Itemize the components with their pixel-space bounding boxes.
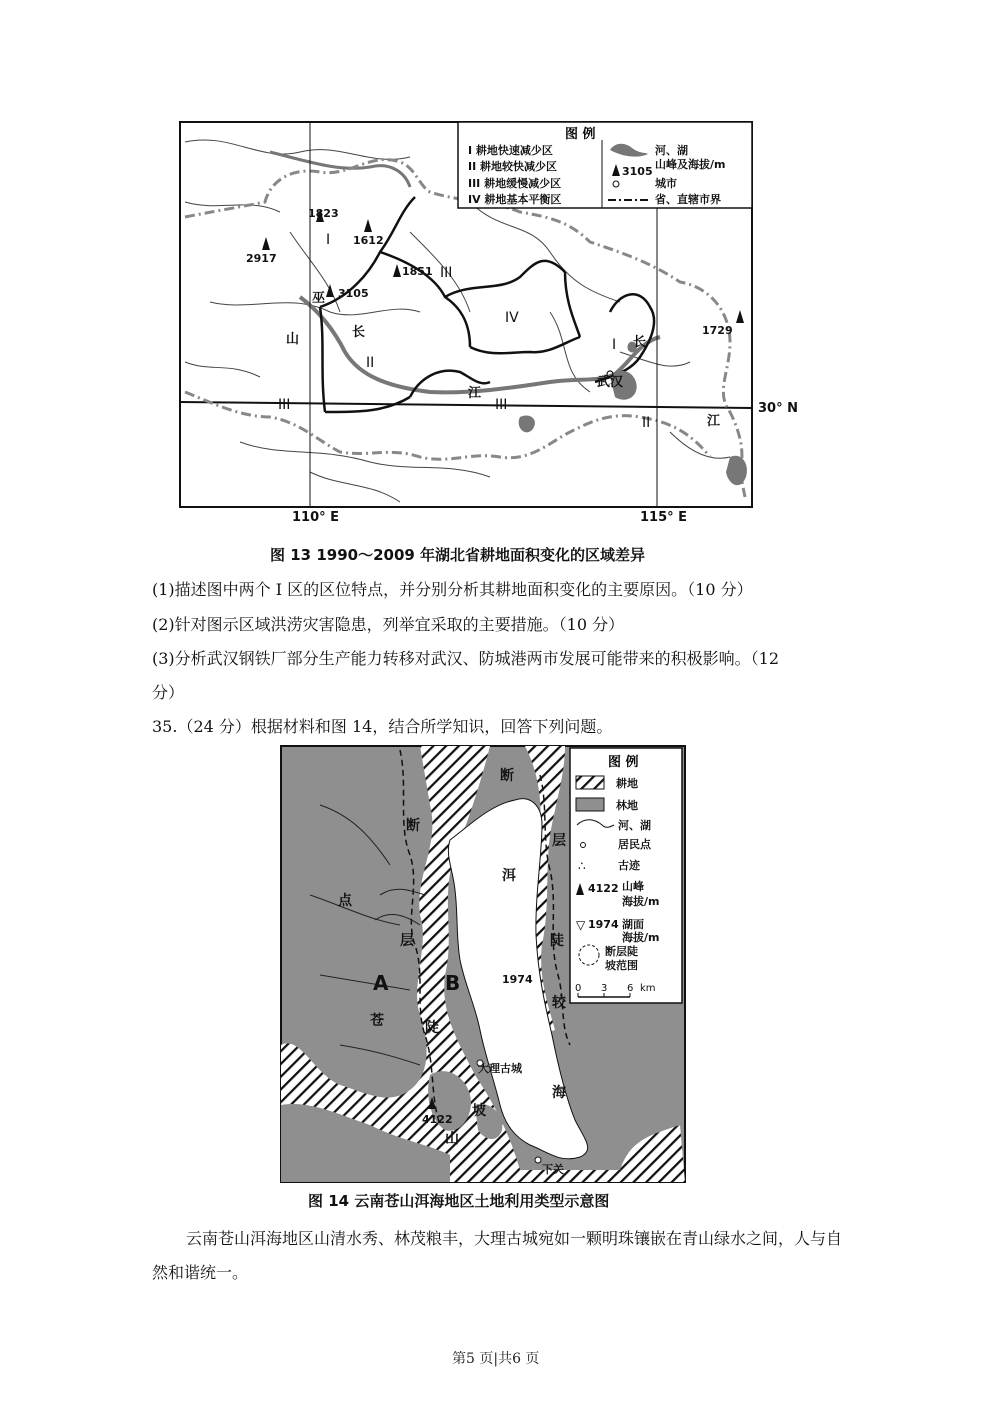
legend-item-cultivated: 耕地 [616,777,638,790]
zone-label-III-north: III [440,265,453,281]
material-paragraph: 云南苍山洱海地区山清水秀、林茂粮丰，大理古城宛如一颗明珠镶嵌在青山绿水之间，人与自然和谐统一。 [152,1229,843,1282]
peak-label-1729: 1729 [702,324,733,337]
point-label-A: A [373,971,389,995]
lat-label-30n: 30° N [758,401,798,416]
legend-cultivated-swatch [576,776,604,789]
legend-item-lake-value: 1974 [588,918,619,931]
label-ceng-2: 层 [400,933,414,949]
zone-label-IV: IV [505,310,519,326]
question-35: 35.（24 分）根据材料和图 14，结合所学知识，回答下列问题。 [152,717,613,736]
lon-label-110e: 110° E [292,510,340,525]
zone-label-III-southwest: III [278,397,291,413]
label-chang-1: 长 [352,325,366,340]
label-er: 洱 [502,868,516,884]
label-shan: 山 [286,332,300,347]
zone-label-II-east: II [642,415,651,431]
xiaguan-marker [535,1157,541,1163]
peak-label-1851: 1851 [402,265,433,278]
legend-peak-label: 山峰及海拔/m [655,158,726,171]
figure-14-map [280,745,686,1185]
legend-zone-1: I 耕地快速减少区 [468,144,553,157]
legend-zone-4: IV 耕地基本平衡区 [468,193,562,206]
legend-lake-swatch: ▽ [576,918,586,932]
legend-item-fault-2: 坡范围 [605,959,638,972]
label-wu: 巫 [312,291,326,306]
question-34-2: (2)针对图示区域洪涝灾害隐患，列举宜采取的主要措施。（10 分） [152,615,625,634]
legend-item-relic: 古迹 [618,859,640,872]
figure-13-caption: 图 13 1990～2009 年湖北省耕地面积变化的区域差异 [270,546,646,564]
label-cang: 苍 [370,1013,384,1029]
legend-item-fault: 断层陡 [605,945,638,958]
scale-unit: km [640,983,656,994]
question-34-3: (3)分析武汉钢铁厂部分生产能力转移对武汉、防城港两市发展可能带来的积极影响。（12 [152,649,780,668]
legend-item-settlement: 居民点 [618,838,651,851]
legend-item-peak: 山峰 [622,880,644,893]
peak-label-3105: 3105 [338,287,369,300]
label-jiang-1: 江 [468,386,482,401]
legend-peak-value: 3105 [622,165,653,178]
label-po: 坡 [472,1103,486,1119]
label-duan-1: 断 [500,768,514,784]
label-jiang-2: 江 [707,414,721,429]
label-duan-2: 断 [406,818,420,834]
legend-border-label: 省、直辖市界 [655,193,721,206]
label-dou: 陡 [550,933,564,949]
page-footer: 第5 页|共6 页 [452,1351,540,1367]
label-shan: 山 [445,1131,459,1147]
zone-label-I-north: I [326,232,331,248]
legend-title-14: 图 例 [608,755,639,770]
figure-13-map [170,112,798,532]
label-dian: 点 [338,893,352,909]
question-34-1: (1)描述图中两个 I 区的区位特点，并分别分析其耕地面积变化的主要原因。（10 分） [152,580,753,599]
legend-item-peak-value: 4122 [588,882,619,895]
legend-zone-2: II 耕地较快减少区 [468,160,558,173]
legend-item-lake-unit: 海拔/m [622,931,660,944]
peak-elevation: 4122 [422,1113,453,1126]
legend-relic-swatch: ∴ [578,859,586,873]
scale-0: 0 [575,983,582,994]
legend-item-peak-unit: 海拔/m [622,895,660,908]
zone-label-II-west: II [366,355,375,371]
label-dou-2: 陡 [425,1020,439,1036]
scale-6: 6 [627,983,634,994]
xiaguan-label: 下关 [542,1163,564,1176]
zone-label-III-south: III [495,397,508,413]
legend-river-label: 河、湖 [655,144,688,157]
legend-forest-swatch [576,798,604,811]
label-jiao: 较 [552,995,566,1011]
lon-label-115e: 115° E [640,510,688,525]
legend-title-13: 图 例 [565,127,596,142]
legend-item-lake: 湖面 [622,918,644,931]
legend-item-river: 河、湖 [618,819,651,832]
zone-label-I-east: I [612,337,617,353]
peak-label-1612: 1612 [353,234,384,247]
peak-label-1823: 1823 [308,207,339,220]
peak-label-2917: 2917 [246,252,277,265]
label-hai: 海 [552,1085,566,1101]
question-34-3-cont: 分） [152,683,185,702]
label-ceng-1: 层 [552,833,566,849]
legend-zone-3: III 耕地缓慢减少区 [468,177,562,190]
legend-city-label: 城市 [655,177,677,190]
city-label-wuhan: 武汉 [597,375,624,390]
lake-elevation: 1974 [502,973,533,986]
point-label-B: B [445,971,461,995]
label-chang-2: 长 [633,335,647,350]
scale-3: 3 [601,983,608,994]
legend-item-forest: 林地 [616,799,638,812]
town-label: 大理古城 [478,1062,522,1075]
figure-14-caption: 图 14 云南苍山洱海地区土地利用类型示意图 [308,1192,610,1210]
